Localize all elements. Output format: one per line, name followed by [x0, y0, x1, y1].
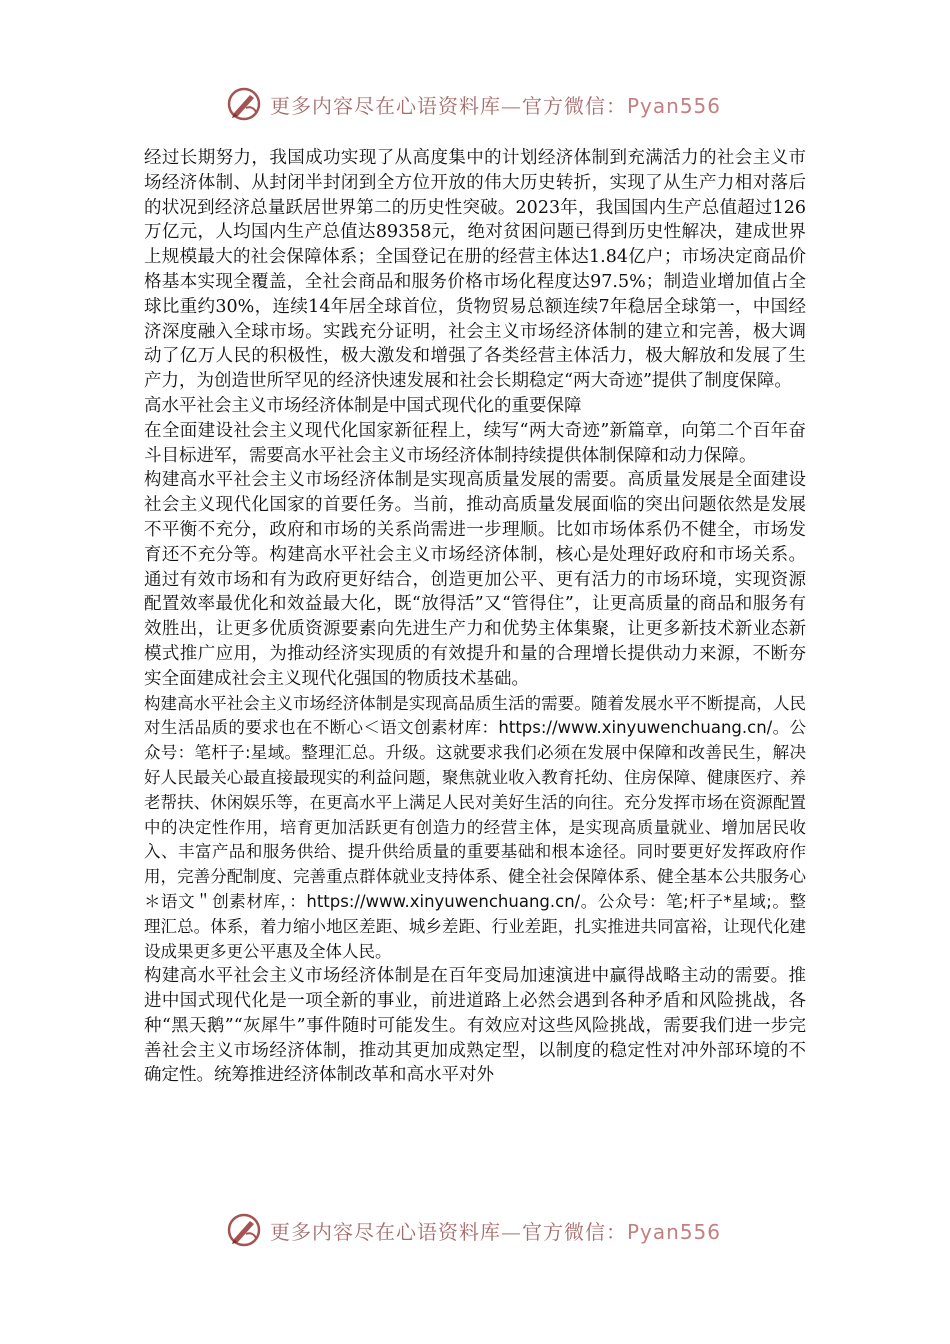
- header-wechat-label: 官方微信：: [522, 93, 627, 118]
- footer-separator: —: [501, 1219, 522, 1244]
- header-banner: [226, 84, 726, 124]
- paragraph-4: 构建高水平社会主义市场经济体制是实现高品质生活的需要。随着发展水平不断提高，人民对生活品质的要求也在不断心＜语文创素材库：https://www.xinyuwenchuang.cn/。公众号：笔杆子:星域。整理汇总。升级。这就要求我们必须在发展中保障和改善民生，解决好人民最关心最直接最现实的利益问题，聚焦就业收入教育托幼、住房保障、健康医疗、养老帮扶、休闲娱乐等，在更高水平上满足人民对美好生活的向往。充分发挥市场在资源配置中的决定性作用，培育更加活跃更有创造力的经营主体，是实现高质量就业、增加居民收入、丰富产品和服务供给、提升供给质量的重要基础和根本途径。同时要更好发挥政府作用，完善分配制度、完善重点群体就业支持体系、健全社会保障体系、健全基本公共服务心＊语文＂创素材库，：https://www.xinyuwenchuang.cn/。公众号：笔;杆子*星域;。整理汇总。体系，着力缩小地区差距、城乡差距、行业差距，扎实推进共同富裕，让现代化建设成果更多更公平惠及全体人民。: [144, 693, 806, 961]
- footer-brand: 更多内容尽在心语资料库: [270, 1219, 501, 1244]
- paragraph-2: 在全面建设社会主义现代化国家新征程上，续写“两大奇迹”新篇章，向第二个百年奋斗目标进军，需要高水平社会主义市场经济体制持续提供体制保障和动力保障。: [144, 420, 806, 466]
- header-separator: —: [501, 93, 522, 118]
- pen-logo-icon: [226, 1212, 262, 1248]
- header-banner-text: [270, 90, 721, 119]
- paragraph-1: 经过长期努力，我国成功实现了从高度集中的计划经济体制到充满活力的社会主义市场经济体制、从封闭半封闭到全方位开放的伟大历史转折，实现了从生产力相对落后的状况到经济总量跃居世界第二的历史性突破。2023年，我国国内生产总值超过126万亿元，人均国内生产总值达89358元，绝对贫困问题已得到历史性解决，建成世界上规模最大的社会保障体系；全国登记在册的经营主体达1.84亿户；市场决定商品价格基本实现全覆盖，全社会商品和服务价格市场化程度达97.5%；制造业增加值占全球比重约30%，连续14年居全球首位，货物贸易总额连续7年稳居全球第一，中国经济深度融入全球市场。实践充分证明，社会主义市场经济体制的建立和完善，极大调动了亿万人民的积极性，极大激发和增强了各类经营主体活力，极大解放和发展了生产力，为创造世所罕见的经济快速发展和社会长期稳定“两大奇迹”提供了制度保障。: [144, 148, 806, 392]
- paragraph-3: 构建高水平社会主义市场经济体制是实现高质量发展的需要。高质量发展是全面建设社会主义现代化国家的首要任务。当前，推动高质量发展面临的突出问题依然是发展不平衡不充分，政府和市场的关系尚需进一步理顺。比如市场体系仍不健全，市场发育还不充分等。构建高水平社会主义市场经济体制，核心是处理好政府和市场关系。通过有效市场和有为政府更好结合，创造更加公平、更有活力的市场环境，实现资源配置效率最优化和效益最大化，既“放得活”又“管得住”，让更高质量的商品和服务有效胜出，让更多优质资源要素向先进生产力和优势主体集聚，让更多新技术新业态新模式推广应用，为推动经济实现质的有效提升和量的合理增长提供动力来源，不断夯实全面建成社会主义现代化强国的物质技术基础。: [144, 470, 806, 689]
- section-heading: 高水平社会主义市场经济体制是中国式现代化的重要保障: [144, 395, 582, 416]
- article-body: [144, 146, 806, 1088]
- footer-banner: [226, 1210, 726, 1250]
- header-wechat-id: Pyan556: [627, 93, 722, 118]
- paragraph-5: 构建高水平社会主义市场经济体制是在百年变局加速演进中赢得战略主动的需要。推进中国式现代化是一项全新的事业，前进道路上必然会遇到各种矛盾和风险挑战，各种“黑天鹅”“灰犀牛”事件随时可能发生。有效应对这些风险挑战，需要我们进一步完善社会主义市场经济体制，推动其更加成熟定型，以制度的稳定性对冲外部环境的不确定性。统筹推进经济体制改革和高水平对外: [144, 966, 806, 1086]
- footer-wechat-id: Pyan556: [627, 1219, 722, 1244]
- footer-banner-text: [270, 1216, 721, 1245]
- pen-logo-icon: [226, 86, 262, 122]
- footer-wechat-label: 官方微信：: [522, 1219, 627, 1244]
- header-brand: 更多内容尽在心语资料库: [270, 93, 501, 118]
